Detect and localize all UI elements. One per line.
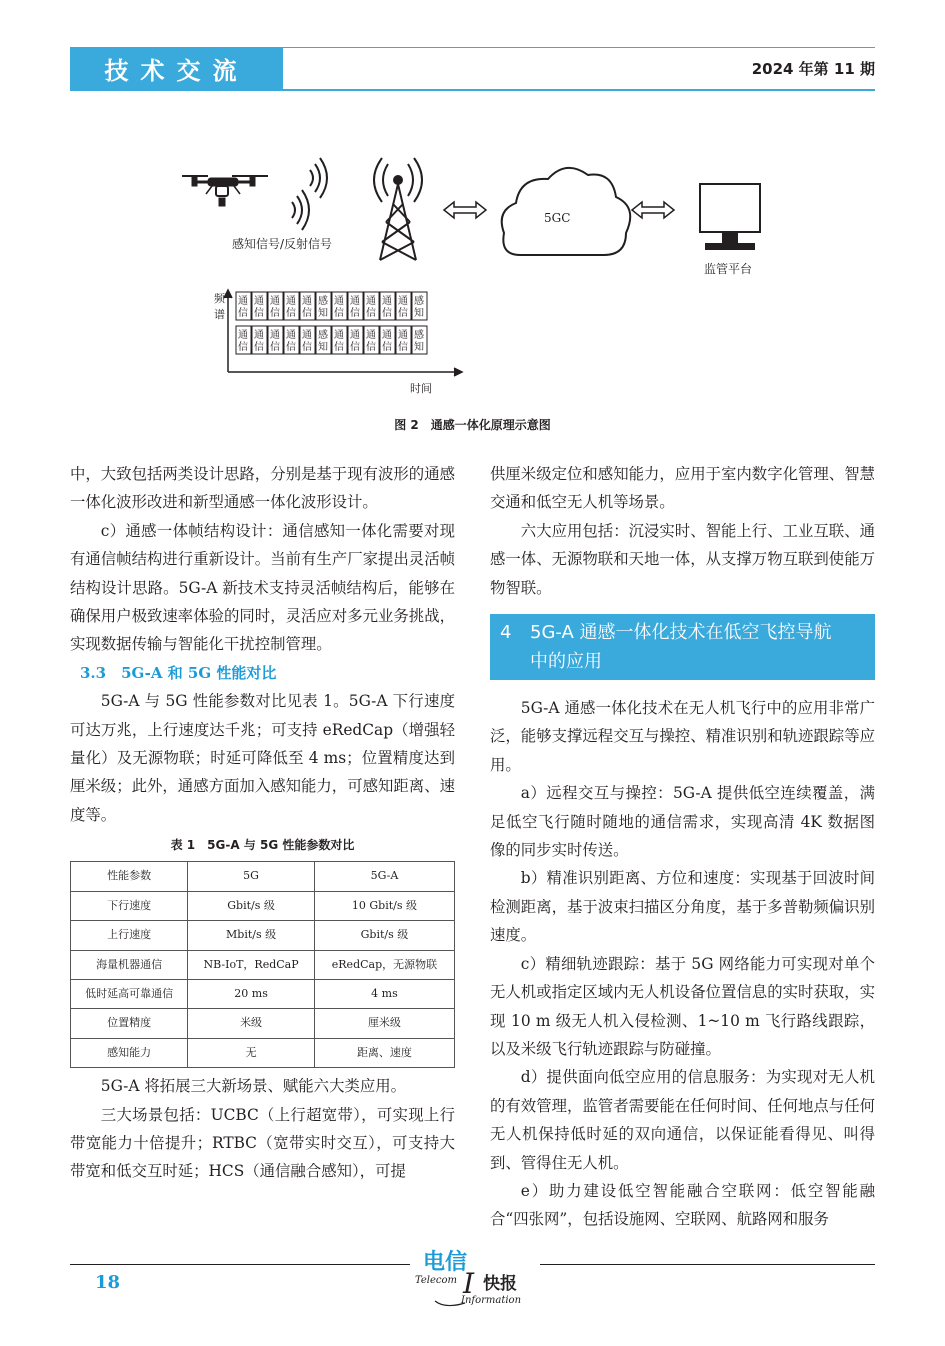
spectrum-cell-char: 通 <box>382 330 392 341</box>
spectrum-cell-char: 信 <box>270 308 280 319</box>
spectrum-cell-char: 通 <box>398 296 408 307</box>
spectrum-cell-char: 信 <box>334 342 344 353</box>
table-cell: 5G <box>188 862 315 891</box>
signal-waves-icon <box>292 158 327 230</box>
spectrum-cell-char: 通 <box>382 296 392 307</box>
double-arrow-icon <box>444 202 486 218</box>
spectrum-cell-char: 信 <box>254 342 264 353</box>
spectrum-cell-char: 感 <box>414 330 424 341</box>
table-cell: 5G-A <box>314 862 454 891</box>
spectrum-cell-char: 知 <box>318 308 328 319</box>
spectrum-cell-char: 通 <box>350 296 360 307</box>
table-cell: eRedCap，无源物联 <box>314 950 454 979</box>
spectrum-cell-char: 知 <box>414 308 424 319</box>
spectrum-cell-char: 通 <box>238 330 248 341</box>
spectrum-cell-char: 通 <box>270 296 280 307</box>
paragraph: 5G-A 将拓展三大新场景、赋能六大类应用。 <box>100 1077 407 1096</box>
spectrum-cell-char: 信 <box>238 342 248 353</box>
table-cell: 下行速度 <box>71 891 188 920</box>
spectrum-grid <box>236 292 427 354</box>
table-cell: 10 Gbit/s 级 <box>314 891 454 920</box>
paragraph: 三大场景包括：UCBC（上行超宽带），可实现上行带宽能力十倍提升；RTBC（宽带实时交互），可支持大带宽和低交互时延；HCS（通信融合感知），可提 <box>70 1105 455 1181</box>
table-cell: 海量机器通信 <box>71 950 188 979</box>
svg-text:Telecom: Telecom <box>415 1275 458 1286</box>
table-cell: 4 ms <box>314 979 454 1008</box>
left-column <box>70 460 455 1186</box>
spectrum-cell-char: 信 <box>366 342 376 353</box>
spectrum-cell-char: 感 <box>414 296 424 307</box>
figure-caption <box>0 416 945 433</box>
table-cell: 距离、速度 <box>314 1038 454 1067</box>
spectrum-cell-char: 信 <box>382 308 392 319</box>
svg-text:快报: 快报 <box>483 1274 517 1294</box>
spectrum-cell-char: 通 <box>270 330 280 341</box>
table-row <box>71 1009 455 1038</box>
paragraph: e）助力建设低空智能融合空联网：低空智能融合“四张网”，包括设施网、空联网、航路网和服务 <box>490 1181 875 1229</box>
spectrum-cell-char: 感 <box>318 330 328 341</box>
spectrum-cell-char: 信 <box>350 342 360 353</box>
spectrum-cell-char: 通 <box>366 296 376 307</box>
right-column <box>490 460 875 1234</box>
spectrum-cell-char: 信 <box>286 308 296 319</box>
table-caption: 表 1 5G-A 与 5G 性能参数对比 <box>170 838 355 853</box>
svg-text:I: I <box>463 1267 475 1300</box>
spectrum-cell-char: 通 <box>302 330 312 341</box>
table-row <box>71 950 455 979</box>
section-heading <box>490 614 875 680</box>
footer-rule-left <box>70 1264 410 1265</box>
table-row <box>71 921 455 950</box>
table-row <box>71 862 455 891</box>
table-cell: 低时延高可靠通信 <box>71 979 188 1008</box>
spectrum-cell-char: 通 <box>334 296 344 307</box>
svg-text:Information: Information <box>461 1295 522 1306</box>
spectrum-cell-char: 通 <box>286 296 296 307</box>
spectrum-cell-char: 感 <box>318 296 328 307</box>
comparison-table <box>70 861 455 1068</box>
figure-caption-number: 图 2 <box>394 418 419 432</box>
table-cell: 米级 <box>188 1009 315 1038</box>
spectrum-cell-char: 信 <box>334 308 344 319</box>
table-cell: 位置精度 <box>71 1009 188 1038</box>
spectrum-cell-char: 知 <box>318 342 328 353</box>
table-cell: 感知能力 <box>71 1038 188 1067</box>
table-cell: Gbit/s 级 <box>188 891 315 920</box>
drone-icon <box>182 176 268 206</box>
svg-text:电信: 电信 <box>423 1250 468 1275</box>
spectrum-cell-char: 信 <box>382 342 392 353</box>
section-banner: 技术交流 <box>70 47 283 90</box>
spectrum-cell-char: 信 <box>350 308 360 319</box>
paragraph: 5G-A 与 5G 性能参数对比见表 1。5G-A 下行速度可达万兆，上行速度达千兆；可支持 eRedCap（增强轻量化）及无源物联；时延可降低至 4 ms；位置精度达到厘米级；此外，通感方面加入感知能力，可感知距离、速度等。 <box>70 692 455 824</box>
spectrum-cell-char: 通 <box>254 330 264 341</box>
spectrum-cell-char: 知 <box>414 342 424 353</box>
table-cell: NB-IoT，RedCaP <box>188 950 315 979</box>
paragraph: d）提供面向低空应用的信息服务：为实现对无人机的有效管理，监管者需要能在任何时间、任何地点与任何无人机保持低时延的双向通信，以保证能看得见、叫得到、管得住无人机。 <box>490 1068 875 1172</box>
spectrum-cell-char: 信 <box>270 342 280 353</box>
spectrum-cell-char: 信 <box>398 342 408 353</box>
paragraph: b）精准识别距离、方位和速度：实现基于回波时间检测距离，基于波束扫描区分角度，基于多普勒频偏识别速度。 <box>490 869 875 945</box>
section-number: 4 <box>500 622 512 644</box>
figure-diagram <box>170 140 790 400</box>
paragraph: 六大应用包括：沉浸实时、智能上行、工业互联、通感一体、无源物联和天地一体，从支撑万物互联到使能万物智联。 <box>490 521 875 597</box>
x-axis-label: 时间 <box>410 382 432 395</box>
paragraph: 供厘米级定位和感知能力，应用于室内数字化管理、智慧交通和低空无人机等场景。 <box>490 465 875 512</box>
platform-label: 监管平台 <box>704 262 753 276</box>
spectrum-cell-char: 通 <box>302 296 312 307</box>
core-label: 5GC <box>544 211 571 225</box>
y-axis-char: 谱 <box>214 308 225 321</box>
figure-caption-text: 通感一体化原理示意图 <box>430 418 551 432</box>
spectrum-cell-char: 信 <box>286 342 296 353</box>
spectrum-cell-char: 通 <box>254 296 264 307</box>
spectrum-cell-char: 信 <box>302 342 312 353</box>
y-axis-char: 频 <box>214 292 225 305</box>
table-cell: Mbit/s 级 <box>188 921 315 950</box>
section-title-line2: 中的应用 <box>530 651 602 673</box>
spectrum-cell-char: 信 <box>302 308 312 319</box>
double-arrow-icon <box>632 202 674 218</box>
table-cell: 无 <box>188 1038 315 1067</box>
paragraph: c）通感一体帧结构设计：通信感知一体化需要对现有通信帧结构进行重新设计。当前有生产厂家提出灵活帧结构设计思路。5G-A 新技术支持灵活帧结构后，能够在确保用户极致速率体验的同时，灵活应对多元业务挑战，实现数据传输与智能化干扰控制管理。 <box>70 521 455 654</box>
spectrum-cell-char: 信 <box>254 308 264 319</box>
table-cell: 性能参数 <box>71 862 188 891</box>
tower-icon <box>374 158 422 260</box>
spectrum-cell-char: 通 <box>238 296 248 307</box>
paragraph: 5G-A 通感一体化技术在无人机飞行中的应用非常广泛，能够支撑远程交互与操控、精准识别和轨迹跟踪等应用。 <box>490 699 875 774</box>
section-title-line1: 5G-A 通感一体化技术在低空飞控导航 <box>530 622 832 644</box>
journal-logo <box>405 1245 555 1310</box>
issue-label: 2024 年第 11 期 <box>751 60 875 78</box>
table-cell: Gbit/s 级 <box>314 921 454 950</box>
table-row <box>71 1038 455 1067</box>
footer-rule-right <box>540 1264 875 1265</box>
spectrum-cell-char: 信 <box>366 308 376 319</box>
table-row <box>71 979 455 1008</box>
spectrum-cell-char: 信 <box>238 308 248 319</box>
spectrum-cell-char: 信 <box>398 308 408 319</box>
spectrum-cell-char: 通 <box>366 330 376 341</box>
signal-label: 感知信号/反射信号 <box>232 237 333 251</box>
paragraph: c）精细轨迹跟踪：基于 5G 网络能力可实现对单个无人机或指定区域内无人机设备位置信息的实时获取，实现 10 m 级无人机入侵检测、1~10 m 飞行路线跟踪，以及米级飞行轨迹跟踪与防碰撞。 <box>490 954 875 1058</box>
spectrum-cell-char: 通 <box>286 330 296 341</box>
table-row <box>71 891 455 920</box>
paragraph: 中，大致包括两类设计思路，分别是基于现有波形的通感一体化波形改进和新型通感一体化波形设计。 <box>70 465 455 512</box>
page-number: 18 <box>95 1272 121 1293</box>
table-cell: 上行速度 <box>71 921 188 950</box>
subsection-heading: 3.3 5G-A 和 5G 性能对比 <box>80 663 277 682</box>
table-cell: 厘米级 <box>314 1009 454 1038</box>
spectrum-cell-char: 通 <box>398 330 408 341</box>
paragraph: a）远程交互与操控：5G-A 提供低空连续覆盖，满足低空飞行随时随地的通信需求，实现高清 4K 数据图像的同步实时传送。 <box>490 784 875 860</box>
monitor-icon <box>700 184 760 249</box>
spectrum-cell-char: 通 <box>350 330 360 341</box>
spectrum-cell-char: 通 <box>334 330 344 341</box>
table-cell: 20 ms <box>188 979 315 1008</box>
